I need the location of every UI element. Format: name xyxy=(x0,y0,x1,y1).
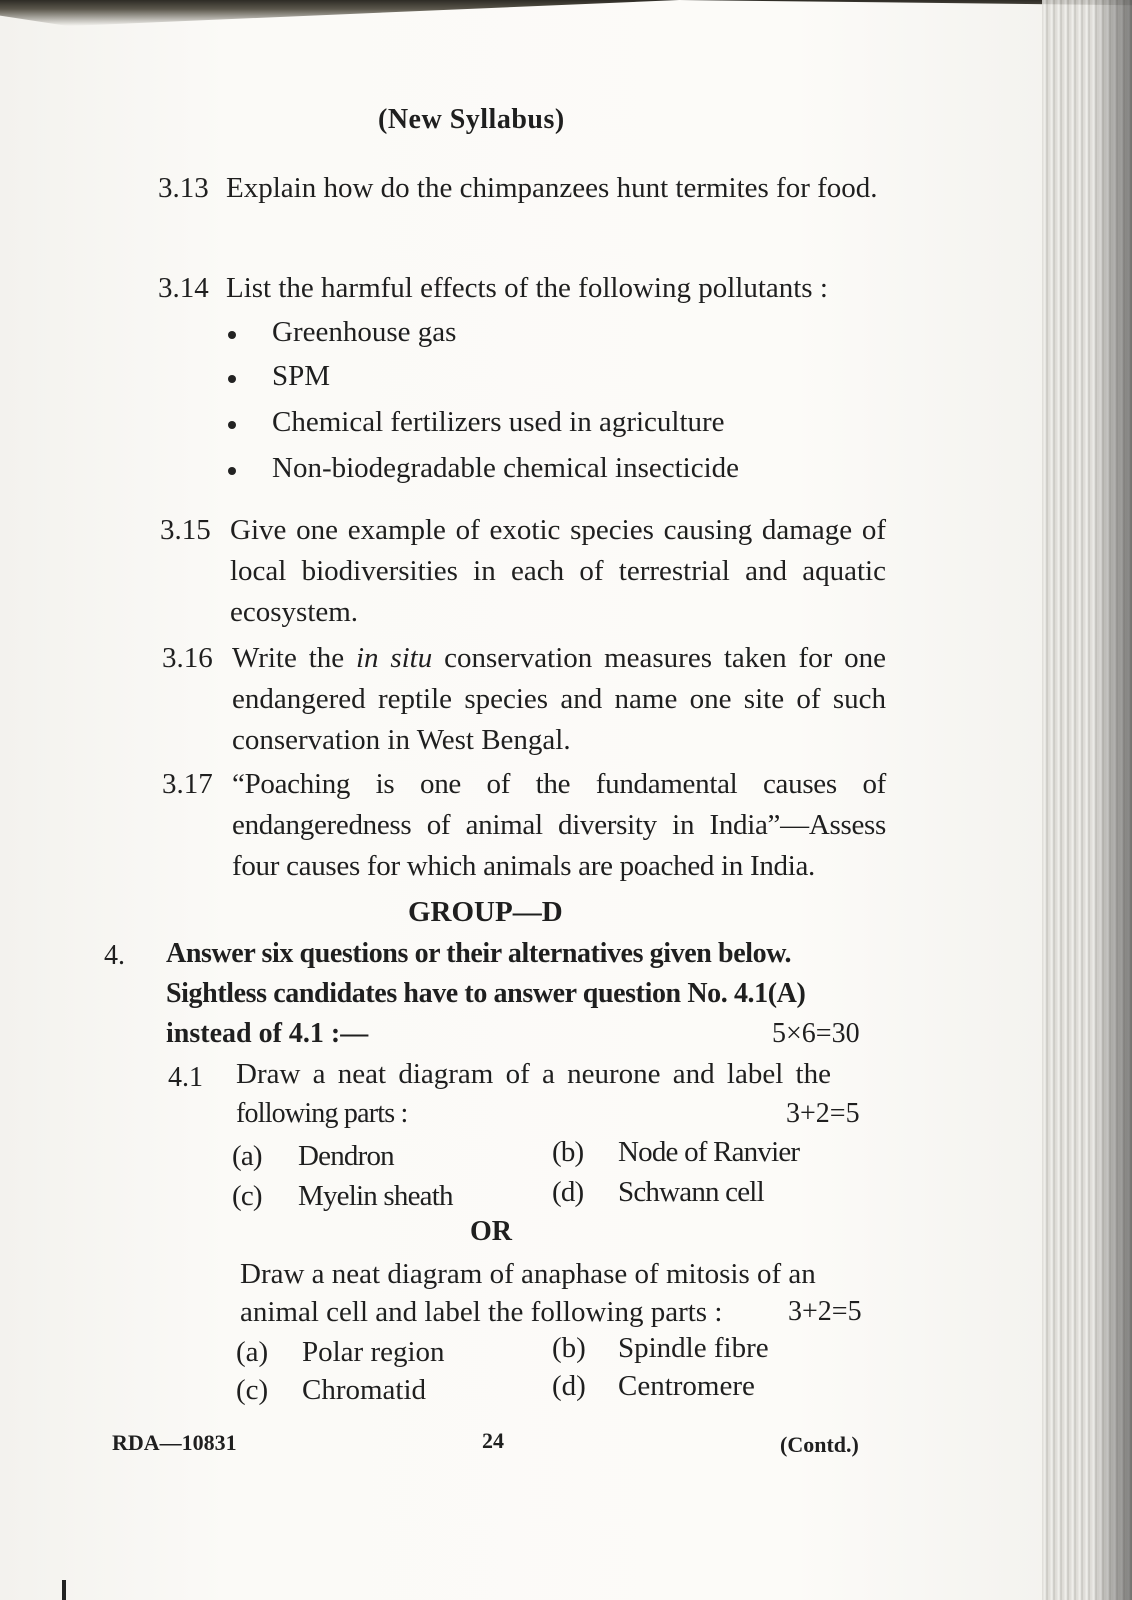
question-text: Write the in situ conservation measures taken for one endangered reptile species and name one site of such conservation in West Bengal. xyxy=(232,642,886,756)
question-number: 4.1 xyxy=(168,1062,203,1093)
bullet-dot xyxy=(228,421,236,429)
marks: 3+2=5 xyxy=(788,1296,862,1327)
option-item: (a) Polar region xyxy=(236,1336,445,1368)
option-item: (d) Schwann cell xyxy=(552,1176,764,1208)
question-text: Give one example of exotic species causing damage of local biodiversities in each of terrestrial and aquatic ecosystem. xyxy=(230,514,886,628)
question-text: List the harmful effects of the following pollutants : xyxy=(226,272,828,304)
option-item: (c) Myelin sheath xyxy=(232,1180,453,1212)
marks: 3+2=5 xyxy=(786,1098,860,1129)
question-number: 3.17 xyxy=(162,768,213,800)
section-header: (New Syllabus) xyxy=(378,104,565,135)
question-text: following parts : xyxy=(236,1098,408,1129)
question-text: Explain how do the chimpanzees hunt termites for food. xyxy=(226,172,878,204)
option-item: (b) Node of Ranvier xyxy=(552,1136,800,1168)
question-number: 3.15 xyxy=(160,514,211,546)
question-text: “Poaching is one of the fundamental causes of endangeredness of animal diversity in India”—Assess four causes for which animals are poached in India. xyxy=(232,768,886,882)
instruction-line: instead of 4.1 :— xyxy=(166,1018,369,1049)
bullet-dot xyxy=(228,375,236,383)
question-text: Draw a neat diagram of a neurone and label the xyxy=(236,1058,831,1090)
question-text: animal cell and label the following parts : xyxy=(240,1296,723,1328)
bullet-dot xyxy=(228,467,236,475)
bottom-mark xyxy=(62,1580,66,1600)
page-number: 24 xyxy=(482,1428,504,1453)
instruction-line: Sightless candidates have to answer question No. 4.1(A) xyxy=(166,978,806,1009)
option-item: (c) Chromatid xyxy=(236,1374,427,1406)
question-text: Draw a neat diagram of anaphase of mitosis of an xyxy=(240,1258,816,1290)
or-separator: OR xyxy=(470,1216,512,1247)
instruction-line: Answer six questions or their alternatives given below. xyxy=(166,938,792,969)
edge-shade xyxy=(1092,0,1132,1600)
marks: 5×6=30 xyxy=(772,1018,860,1049)
bullet-item: Greenhouse gas xyxy=(272,316,456,349)
question-number: 3.14 xyxy=(158,272,209,304)
bullet-item: Chemical fertilizers used in agriculture xyxy=(272,406,725,439)
bullet-item: Non-biodegradable chemical insecticide xyxy=(272,452,739,485)
paper-code: RDA—10831 xyxy=(112,1430,237,1455)
bullet-item: SPM xyxy=(272,360,330,393)
question-number: 3.16 xyxy=(162,642,213,674)
group-title: GROUP—D xyxy=(408,896,563,928)
option-item: (b) Spindle fibre xyxy=(552,1332,769,1364)
option-item: (a) Dendron xyxy=(232,1140,394,1172)
question-number: 4. xyxy=(104,940,125,971)
bullet-dot xyxy=(228,331,236,339)
question-number: 3.13 xyxy=(158,172,209,204)
continued-note: (Contd.) xyxy=(780,1432,859,1457)
option-item: (d) Centromere xyxy=(552,1370,755,1402)
